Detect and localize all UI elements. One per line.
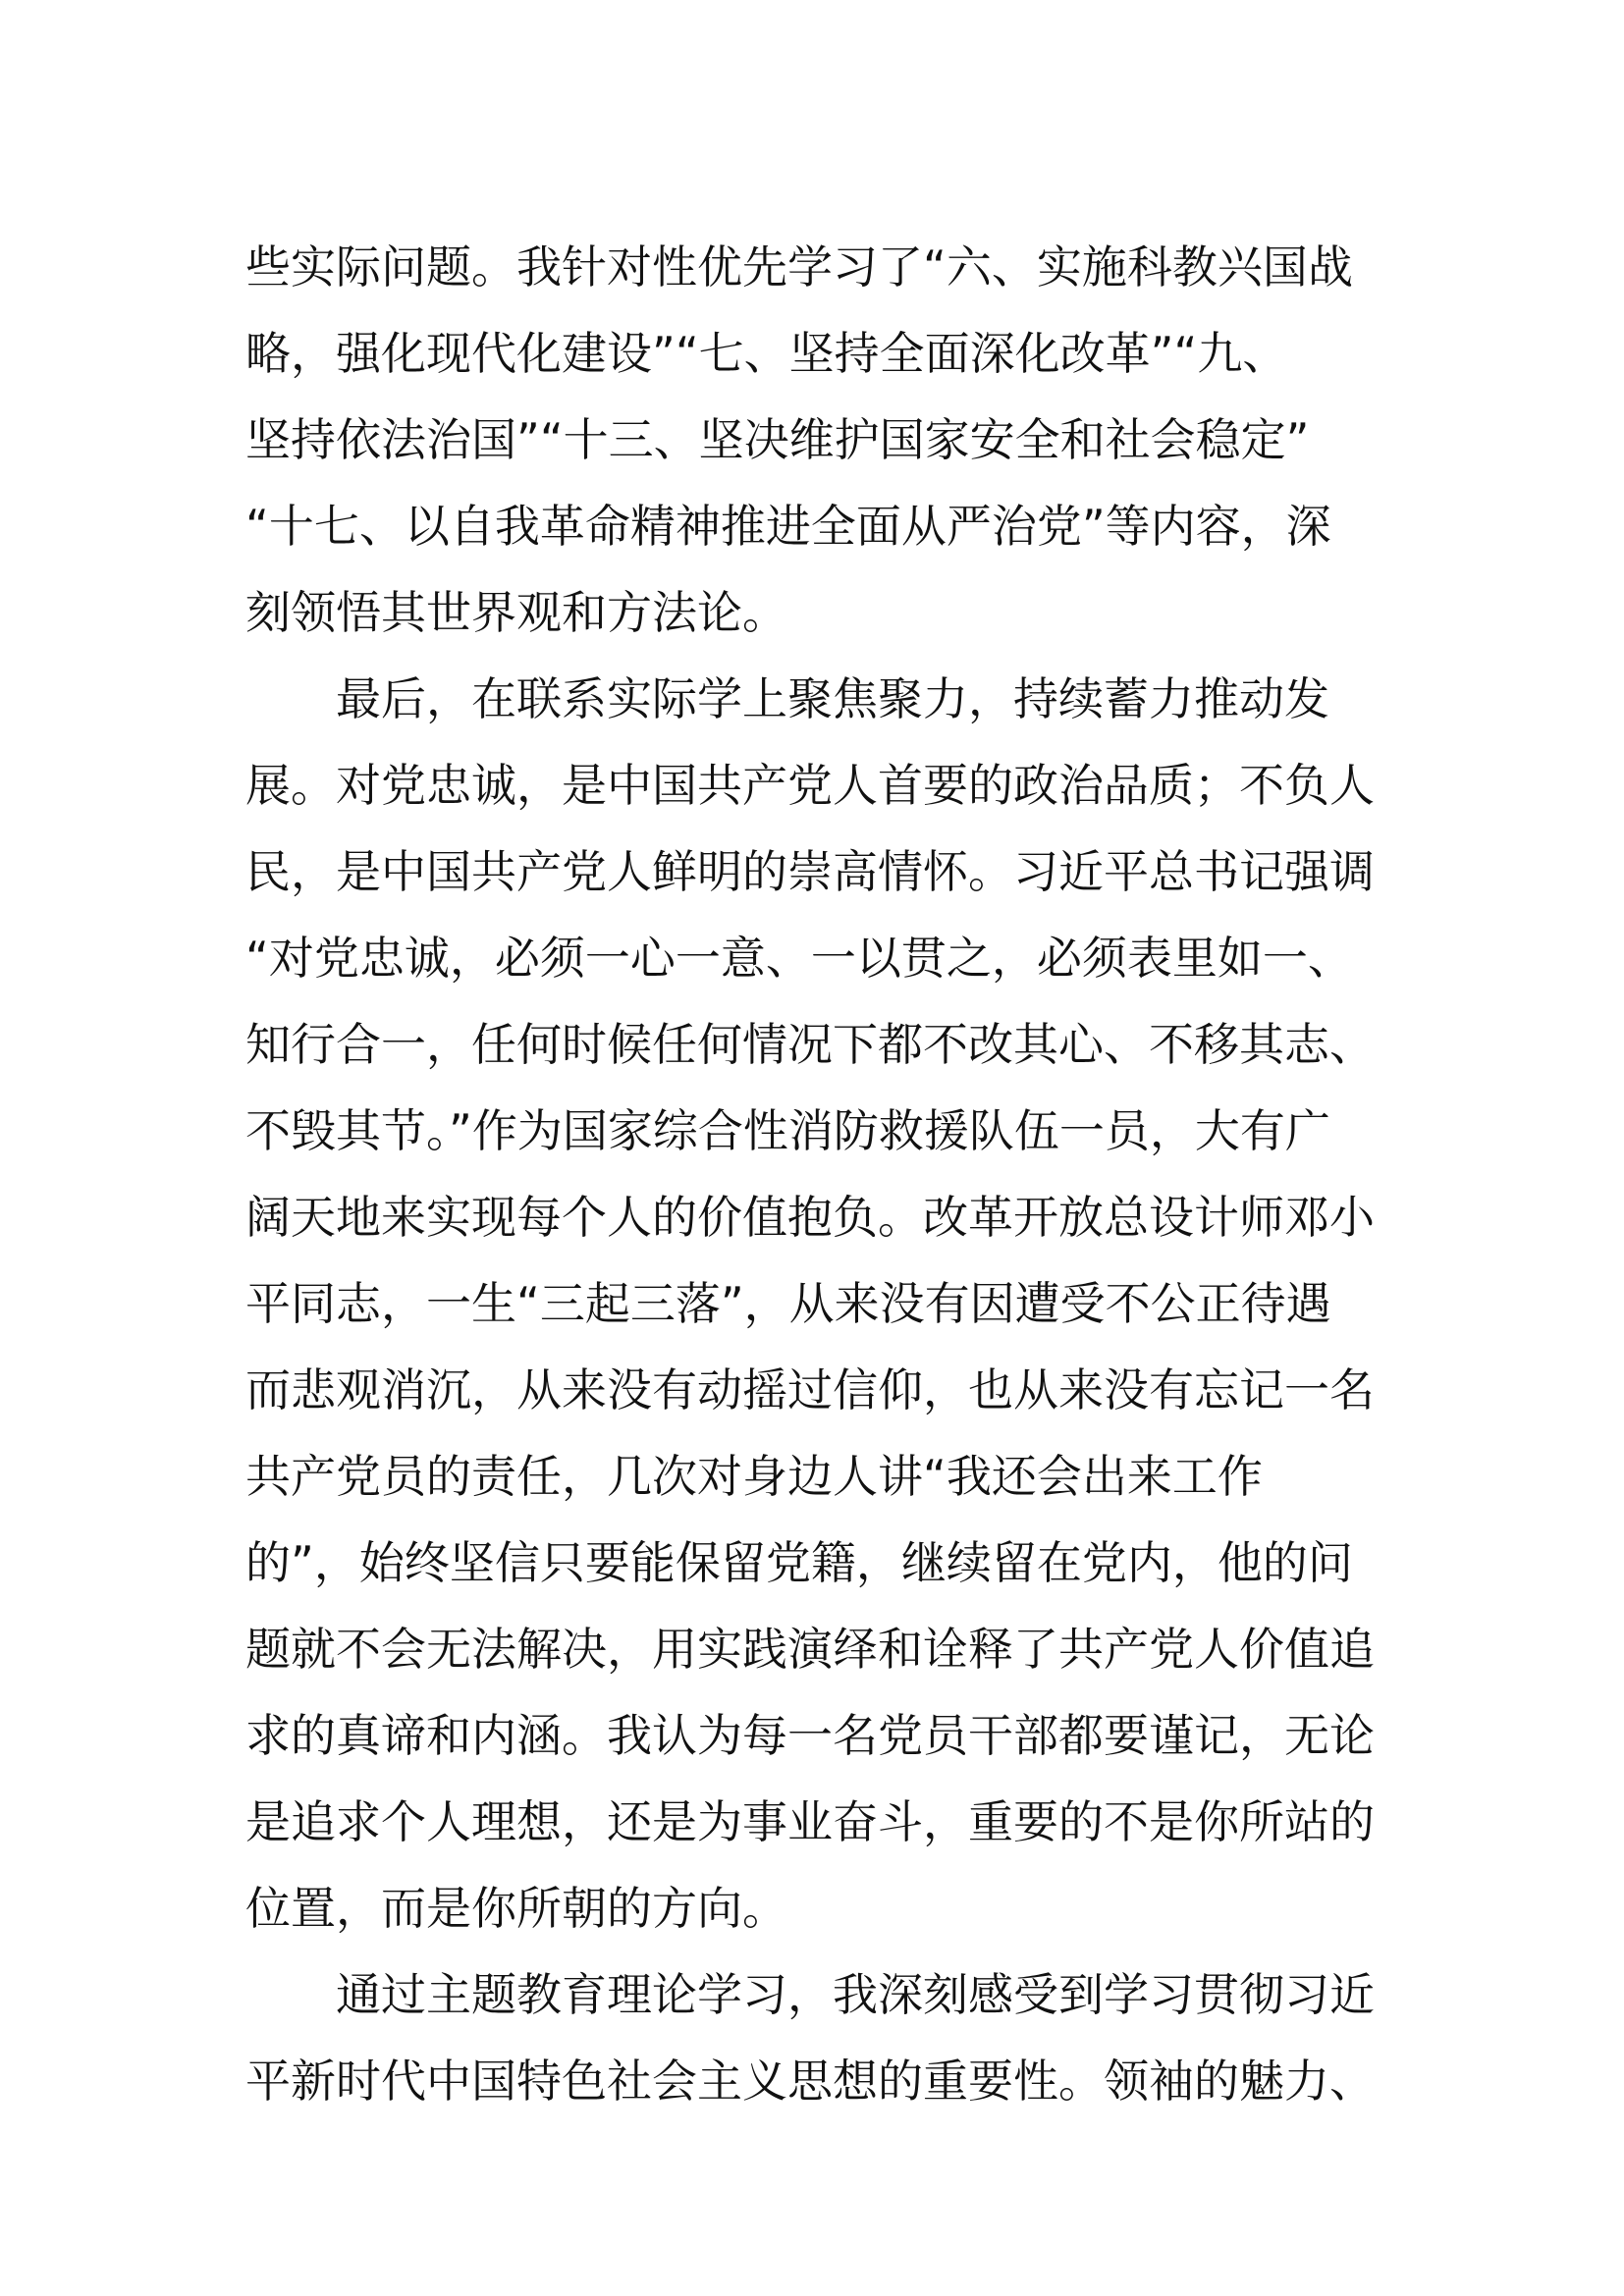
paragraph-2-line-13: 求的真谛和内涵。我认为每一名党员干部都要谨记，无论 [245, 1709, 1375, 1762]
paragraph-2-line-6: 不毁其节。”作为国家综合性消防救援队伍一员，大有广 [245, 1104, 1330, 1157]
paragraph-2-line-7: 阔天地来实现每个人的价值抱负。改革开放总设计师邓小 [245, 1191, 1375, 1244]
body-text [245, 224, 1375, 2124]
paragraph-1-line-3: 坚持依法治国”“十三、坚决维护国家安全和社会稳定” [245, 413, 1310, 466]
paragraph-1-line-1: 些实际问题。我针对性优先学习了“六、实施科教兴国战 [245, 240, 1353, 294]
paragraph-2-line-14: 是追求个人理想，还是为事业奋斗，重要的不是你所站的 [245, 1795, 1375, 1848]
paragraph-2-line-5: 知行合一，任何时候任何情况下都不改其心、不移其志、 [245, 1018, 1375, 1071]
paragraph-2-line-10: 共产党员的责任，几次对身边人讲“我还会出来工作 [245, 1450, 1263, 1503]
paragraph-1-line-4: “十七、以自我革命精神推进全面从严治党”等内容，深 [245, 500, 1331, 553]
paragraph-2-line-4: “对党忠诚，必须一心一意、一以贯之，必须表里如一、 [245, 932, 1353, 985]
paragraph-3-line-1: 通过主题教育理论学习，我深刻感受到学习贯彻习近 [336, 1968, 1375, 2021]
paragraph-2-line-15: 位置，而是你所朝的方向。 [245, 1882, 787, 1935]
paragraph-2-line-12: 题就不会无法解决，用实践演绎和诠释了共产党人价值追 [245, 1623, 1375, 1676]
paragraph-1-line-2: 略，强化现代化建设”“七、坚持全面深化改革”“九、 [245, 327, 1288, 380]
paragraph-3-line-2: 平新时代中国特色社会主义思想的重要性。领袖的魅力、 [245, 2055, 1375, 2108]
paragraph-2-line-8: 平同志，一生“三起三落”，从来没有因遭受不公正待遇 [245, 1277, 1331, 1330]
paragraph-1-line-5: 刻领悟其世界观和方法论。 [245, 586, 787, 639]
paragraph-2-line-1: 最后，在联系实际学上聚焦聚力，持续蓄力推动发 [336, 672, 1329, 725]
paragraph-2-line-11: 的”，始终坚信只要能保留党籍，继续留在党内，他的问 [245, 1536, 1353, 1589]
paragraph-2-line-3: 民，是中国共产党人鲜明的崇高情怀。习近平总书记强调 [245, 845, 1375, 898]
paragraph-2-line-2: 展。对党忠诚，是中国共产党人首要的政治品质；不负人 [245, 759, 1375, 812]
paragraph-2-line-9: 而悲观消沉，从来没有动摇过信仰，也从来没有忘记一名 [245, 1363, 1375, 1416]
